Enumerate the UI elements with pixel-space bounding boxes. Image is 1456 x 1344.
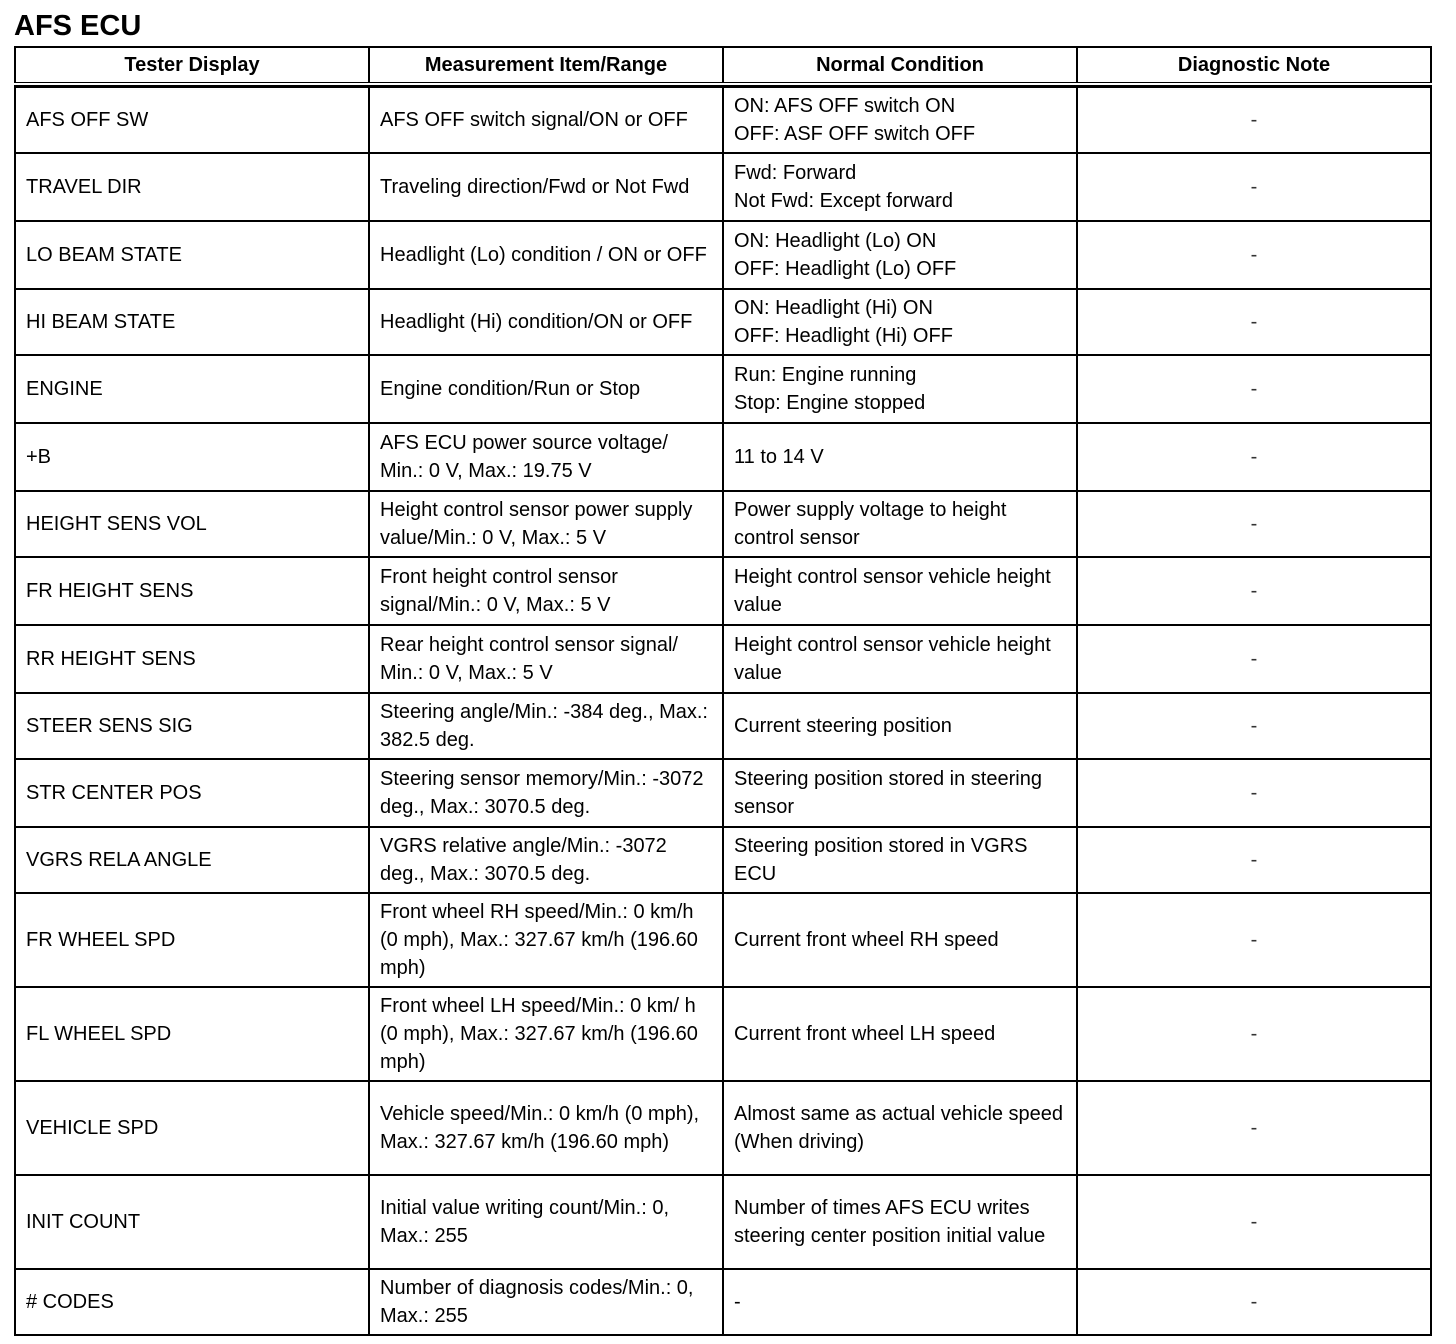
normal-condition-cell (723, 1081, 1077, 1175)
table-row (15, 491, 1431, 557)
table-row (15, 759, 1431, 827)
tester-display-cell: VGRS RELA ANGLE (15, 827, 369, 893)
measurement-cell: Steering angle/Min.: -384 deg., Max.: 382.5 deg. (369, 693, 723, 759)
table-header-row (15, 47, 1431, 84)
measurement-cell: VGRS relative angle/Min.: -3072 deg., Max.: 3070.5 deg. (369, 827, 723, 893)
normal-condition-line: Run: Engine running (734, 364, 917, 386)
measurement-cell: Rear height control sensor signal/ Min.: 0 V, Max.: 5 V (369, 625, 723, 693)
tester-display-cell: # CODES (15, 1269, 369, 1335)
measurement-cell: AFS ECU power source voltage/ Min.: 0 V, Max.: 19.75 V (369, 423, 723, 491)
normal-condition-line: Not Fwd: Except forward (734, 190, 953, 212)
normal-condition-line: Steering position stored in steering sensor (734, 768, 1042, 818)
normal-condition-cell (723, 759, 1077, 827)
table-row (15, 1269, 1431, 1335)
diagnostic-note-cell: - (1077, 759, 1431, 827)
normal-condition-cell (723, 423, 1077, 491)
normal-condition-line: Height control sensor vehicle height value (734, 566, 1051, 616)
tester-display-cell: RR HEIGHT SENS (15, 625, 369, 693)
measurement-cell: Front wheel LH speed/Min.: 0 km/ h (0 mph), Max.: 327.67 km/h (196.60 mph) (369, 987, 723, 1081)
normal-condition-cell (723, 625, 1077, 693)
diagnostic-note-cell: - (1077, 1175, 1431, 1269)
normal-condition-cell (723, 893, 1077, 987)
normal-condition-cell (723, 1269, 1077, 1335)
normal-condition-cell (723, 153, 1077, 221)
tester-display-cell: TRAVEL DIR (15, 153, 369, 221)
measurement-cell: Steering sensor memory/Min.: -3072 deg., Max.: 3070.5 deg. (369, 759, 723, 827)
diagnostic-note-cell: - (1077, 289, 1431, 355)
normal-condition-cell (723, 491, 1077, 557)
normal-condition-cell (723, 987, 1077, 1081)
table-row (15, 557, 1431, 625)
normal-condition-cell (723, 557, 1077, 625)
table-row (15, 625, 1431, 693)
table-row (15, 355, 1431, 423)
diagnostic-note-cell: - (1077, 153, 1431, 221)
table-row (15, 1175, 1431, 1269)
diagnostic-note-cell: - (1077, 693, 1431, 759)
normal-condition-line: - (734, 1291, 741, 1313)
diagnostic-note-cell: - (1077, 1269, 1431, 1335)
normal-condition-line: Stop: Engine stopped (734, 392, 926, 414)
diagnostic-note-cell: - (1077, 625, 1431, 693)
measurement-cell: Traveling direction/Fwd or Not Fwd (369, 153, 723, 221)
tester-display-cell: FR WHEEL SPD (15, 893, 369, 987)
measurement-cell: Height control sensor power supply value/Min.: 0 V, Max.: 5 V (369, 491, 723, 557)
tester-display-cell: STEER SENS SIG (15, 693, 369, 759)
page-title: AFS ECU (14, 10, 142, 42)
header-normal-condition: Normal Condition (723, 47, 1077, 84)
table-row (15, 153, 1431, 221)
measurement-cell: Number of diagnosis codes/Min.: 0, Max.: 255 (369, 1269, 723, 1335)
table-row (15, 289, 1431, 355)
afs-ecu-table (14, 46, 1432, 1336)
table-row (15, 827, 1431, 893)
measurement-cell: AFS OFF switch signal/ON or OFF (369, 87, 723, 153)
tester-display-cell: FL WHEEL SPD (15, 987, 369, 1081)
normal-condition-cell (723, 289, 1077, 355)
tester-display-cell: LO BEAM STATE (15, 221, 369, 289)
tester-display-cell: HEIGHT SENS VOL (15, 491, 369, 557)
normal-condition-line: Current front wheel RH speed (734, 929, 999, 951)
normal-condition-cell (723, 87, 1077, 153)
normal-condition-line: OFF: Headlight (Hi) OFF (734, 325, 953, 347)
normal-condition-line: Steering position stored in VGRS ECU (734, 835, 1028, 885)
normal-condition-line: Current front wheel LH speed (734, 1023, 996, 1045)
table-row (15, 221, 1431, 289)
tester-display-cell: STR CENTER POS (15, 759, 369, 827)
measurement-cell: Initial value writing count/Min.: 0, Max.: 255 (369, 1175, 723, 1269)
table-row (15, 1081, 1431, 1175)
normal-condition-line: ON: Headlight (Lo) ON (734, 230, 937, 252)
normal-condition-line: 11 to 14 V (734, 446, 824, 468)
normal-condition-cell (723, 827, 1077, 893)
diagnostic-note-cell: - (1077, 557, 1431, 625)
diagnostic-note-cell: - (1077, 355, 1431, 423)
tester-display-cell: HI BEAM STATE (15, 289, 369, 355)
normal-condition-line: Current steering position (734, 715, 952, 737)
measurement-cell: Front wheel RH speed/Min.: 0 km/h (0 mph), Max.: 327.67 km/h (196.60 mph) (369, 893, 723, 987)
normal-condition-line: ON: AFS OFF switch ON (734, 95, 956, 117)
normal-condition-cell (723, 1175, 1077, 1269)
tester-display-cell: AFS OFF SW (15, 87, 369, 153)
header-tester-display: Tester Display (15, 47, 369, 84)
normal-condition-cell (723, 693, 1077, 759)
table-row (15, 987, 1431, 1081)
diagnostic-note-cell: - (1077, 221, 1431, 289)
normal-condition-line: Power supply voltage to height control sensor (734, 499, 1007, 549)
normal-condition-line: OFF: Headlight (Lo) OFF (734, 258, 957, 280)
normal-condition-line: Number of times AFS ECU writes steering center position initial value (734, 1197, 1046, 1247)
header-measurement-item: Measurement Item/Range (369, 47, 723, 84)
tester-display-cell: ENGINE (15, 355, 369, 423)
measurement-cell: Engine condition/Run or Stop (369, 355, 723, 423)
diagnostic-note-cell: - (1077, 1081, 1431, 1175)
normal-condition-cell (723, 355, 1077, 423)
tester-display-cell: +B (15, 423, 369, 491)
header-diagnostic-note: Diagnostic Note (1077, 47, 1431, 84)
normal-condition-line: OFF: ASF OFF switch OFF (734, 123, 976, 145)
normal-condition-cell (723, 221, 1077, 289)
table-row (15, 423, 1431, 491)
measurement-cell: Vehicle speed/Min.: 0 km/h (0 mph), Max.: 327.67 km/h (196.60 mph) (369, 1081, 723, 1175)
diagnostic-note-cell: - (1077, 87, 1431, 153)
normal-condition-line: Almost same as actual vehicle speed (When driving) (734, 1103, 1064, 1153)
measurement-cell: Headlight (Lo) condition / ON or OFF (369, 221, 723, 289)
table-row (15, 893, 1431, 987)
measurement-cell: Headlight (Hi) condition/ON or OFF (369, 289, 723, 355)
diagnostic-note-cell: - (1077, 827, 1431, 893)
table-body (15, 87, 1431, 1335)
normal-condition-line: Fwd: Forward (734, 162, 857, 184)
tester-display-cell: INIT COUNT (15, 1175, 369, 1269)
diagnostic-note-cell: - (1077, 893, 1431, 987)
tester-display-cell: FR HEIGHT SENS (15, 557, 369, 625)
diagnostic-note-cell: - (1077, 987, 1431, 1081)
table-row (15, 87, 1431, 153)
normal-condition-line: Height control sensor vehicle height value (734, 634, 1051, 684)
diagnostic-note-cell: - (1077, 491, 1431, 557)
table-row (15, 693, 1431, 759)
tester-display-cell: VEHICLE SPD (15, 1081, 369, 1175)
normal-condition-line: ON: Headlight (Hi) ON (734, 297, 933, 319)
diagnostic-note-cell: - (1077, 423, 1431, 491)
measurement-cell: Front height control sensor signal/Min.: 0 V, Max.: 5 V (369, 557, 723, 625)
